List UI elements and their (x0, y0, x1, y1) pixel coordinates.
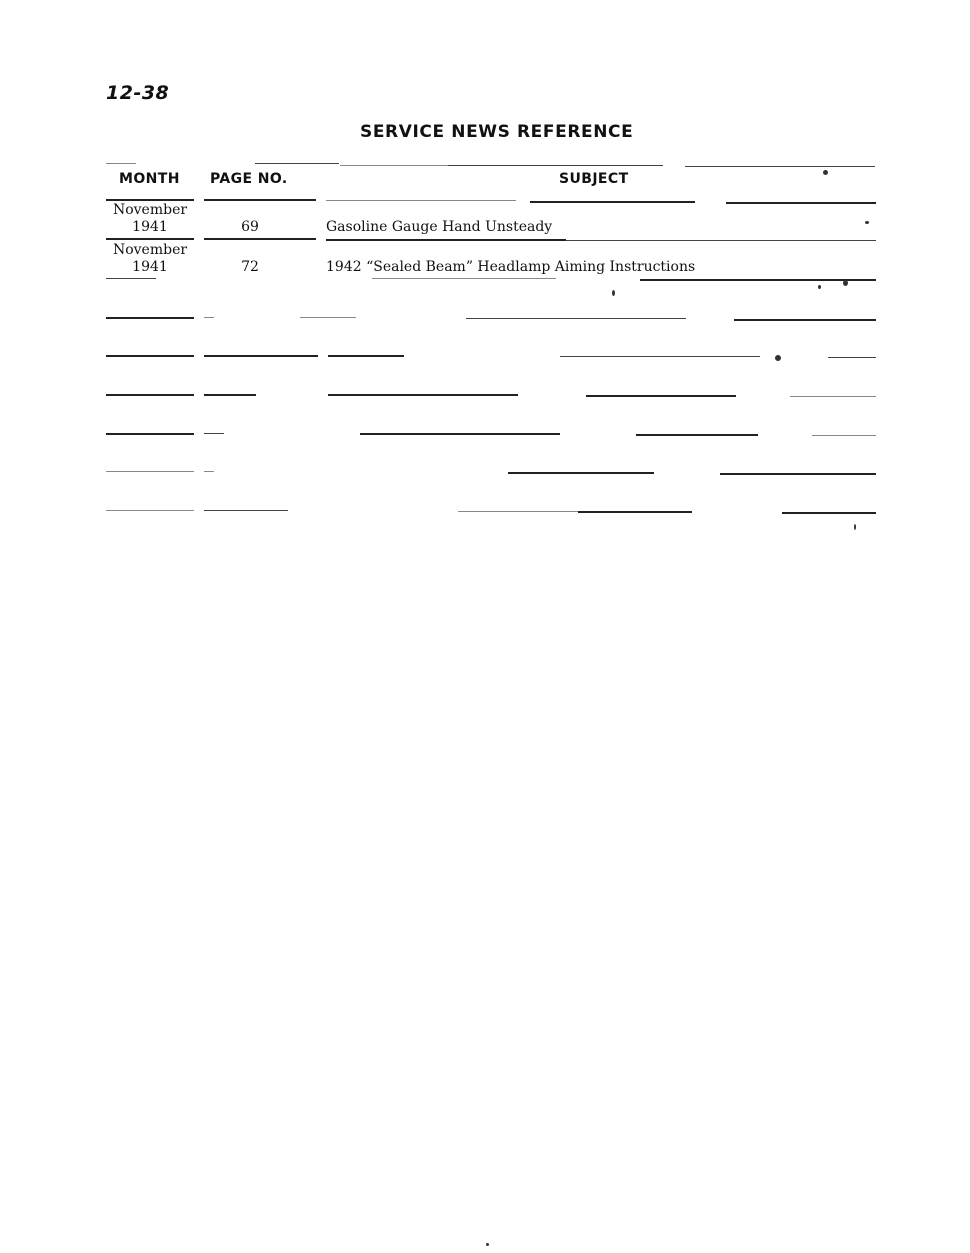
page-title: SERVICE NEWS REFERENCE (360, 122, 634, 142)
month-cell (106, 242, 194, 276)
month-name: November (112, 202, 188, 218)
month-name: November (112, 242, 188, 258)
month-year: 1941 (132, 259, 168, 275)
subject-cell: 1942 “Sealed Beam” Headlamp Aiming Instructions (326, 259, 696, 275)
column-header-month: MONTH (119, 171, 180, 187)
column-header-subject: SUBJECT (559, 171, 629, 187)
subject-cell: Gasoline Gauge Hand Unsteady (326, 219, 553, 235)
column-header-page-no: PAGE NO. (210, 171, 288, 187)
page-no-cell: 69 (241, 219, 259, 235)
page-number: 12-38 (106, 82, 170, 104)
month-year: 1941 (132, 219, 168, 235)
page-no-cell: 72 (241, 259, 259, 275)
month-cell (106, 202, 194, 236)
